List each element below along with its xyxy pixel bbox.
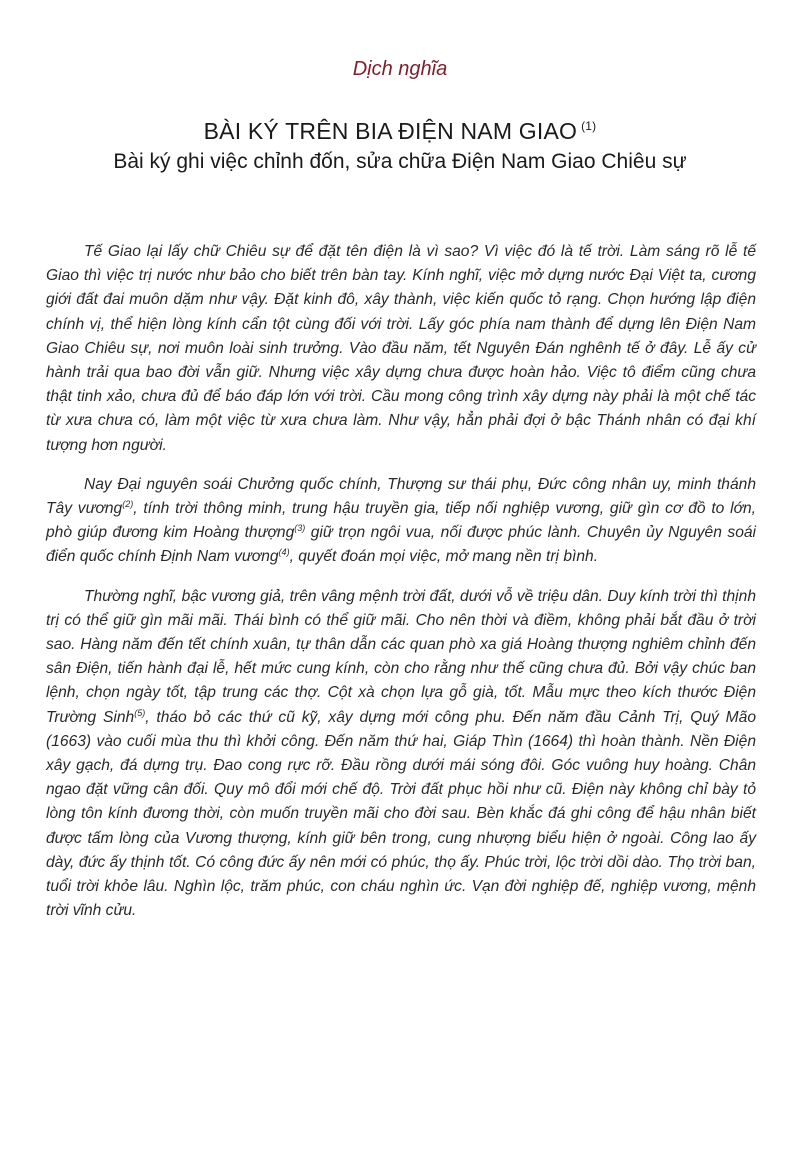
page-title bbox=[0, 118, 800, 145]
paragraph-2 bbox=[46, 473, 756, 570]
page-title-text: BÀI KÝ TRÊN BIA ĐIỆN NAM GIAO bbox=[203, 118, 578, 144]
footnote-marker-5: (5) bbox=[134, 707, 146, 718]
title-footnote-marker: (1) bbox=[581, 119, 597, 133]
paragraph-3-part-1: Thường nghĩ, bậc vương giả, trên vâng mệnh trời đất, dưới vỗ về triệu dân. Duy kính trời thì thịnh trị có thể giữ gìn mãi mãi. Thái bình có thể giữ mãi. Cho nên thời và điềm, không phải bắt đầu ở trời sao. Hàng năm đến tết chính xuân, tự thân dẫn các quan phò xa giá Hoàng thượng nghiêm chỉnh đến sân Điện, tiến hành đại lễ, hết mức cung kính, còn cho rằng như thế cũng chưa đủ. Bởi vậy chúc ban lệnh, chọn ngày tốt, tập trung các thợ. Cột xà chọn lựa gỗ già, tốt. Mẫu mực theo kích thước Điện Trường Sinh bbox=[46, 587, 756, 726]
section-label: Dịch nghĩa bbox=[352, 58, 448, 80]
paragraph-2-part-1: Nay Đại nguyên soái Chưởng quốc chính, Thượng sư thái phụ, Đức công nhân uy, minh thánh Tây vương bbox=[46, 475, 756, 518]
paragraph-2-part-3: giữ trọn ngôi vua, nối được phúc lành. Chuyên ủy Nguyên soái điển quốc chính Định Nam vương bbox=[46, 524, 757, 566]
body-text bbox=[46, 240, 756, 938]
paragraph-3-part-2: , tháo bỏ các thứ cũ kỹ, xây dựng mới công phu. Đến năm đầu Cảnh Trị, Quý Mão (1663) vào cuối mùa thu thì khởi công. Đến năm thứ hai, Giáp Thìn (1664) thì hoàn thành. Nền Điện xây gạch, đá dựng trụ. Đao cong rực rỡ. Đầu rồng dưới mái sóng đôi. Góc vuông huy hoàng. Chân ngao đặt vững cân đối. Quy mô đổi mới chế độ. Trời đất phục hồi như cũ. Điện này không chỉ bày tỏ lòng tôn kính đương thời, còn muốn truyền mãi cho đời sau. Bèn khắc đá ghi công để hậu nhân biết được tấm lòng của Vương thượng, kính giữ bên trong, cung nhượng biểu hiện ở ngoài. Công lao ấy dày, đức ấy thịnh tốt. Có công đức ấy nên mới có phúc, thọ ấy. Phúc trời, lộc trời dồi dào. Thọ trời ban, tuổi trời khỏe lâu. Nghìn lộc, trăm phúc, con cháu nghìn ức. Vạn đời nghiệp đế, nghiệp vương, mệnh trời vĩnh cửu. bbox=[46, 708, 756, 920]
footnote-marker-3: (3) bbox=[294, 523, 306, 534]
page-subtitle: Bài ký ghi việc chỉnh đốn, sửa chữa Điện Nam Giao Chiêu sự bbox=[113, 150, 687, 173]
paragraph-1: Tế Giao lại lấy chữ Chiêu sự để đặt tên điện là vì sao? Vì việc đó là tế trời. Làm sáng rõ lễ tế Giao thì việc trị nước như bảo cho biết trên bàn tay. Kính nghĩ, việc mở dựng nước Đại Việt ta, cương giới đất đai muôn dặm như vậy. Đặt kinh đô, xây thành, việc kiến quốc tỏ rạng. Chọn hướng lập điện chính vị, thể hiện lòng kính cẩn tột cùng đối với trời. Lấy góc phía nam thành để dựng lên Điện Nam Giao Chiêu sự, nơi muôn loài sinh trưởng. Vào đầu năm, tết Nguyên Đán nghênh tế ở đây. Lễ ấy cử hành trải qua bao đời vẫn giữ. Nhưng việc xây dựng chưa được hoàn hảo. Việc tô điểm cũng chưa thật tinh xảo, chưa đủ để báo đáp lớn với trời. Cầu mong công trình xây dựng này phải là một chế tác từ xưa chưa có, làm một việc từ xưa chưa làm. Như vậy, hẳn phải đợi ở bậc Thánh nhân có đại khí tượng hơn người. bbox=[46, 243, 756, 454]
footnote-marker-4: (4) bbox=[278, 547, 290, 558]
paragraph-3 bbox=[46, 585, 756, 924]
footnote-marker-2: (2) bbox=[122, 499, 134, 510]
paragraph-2-part-4: , quyết đoán mọi việc, mở mang nền trị bình. bbox=[289, 548, 599, 566]
paragraph-2-part-2: , tính trời thông minh, trung hậu truyền gia, tiếp nối nghiệp vương, giữ gìn cơ đồ to lớn, phò giúp đương kim Hoàng thượng bbox=[46, 500, 756, 542]
